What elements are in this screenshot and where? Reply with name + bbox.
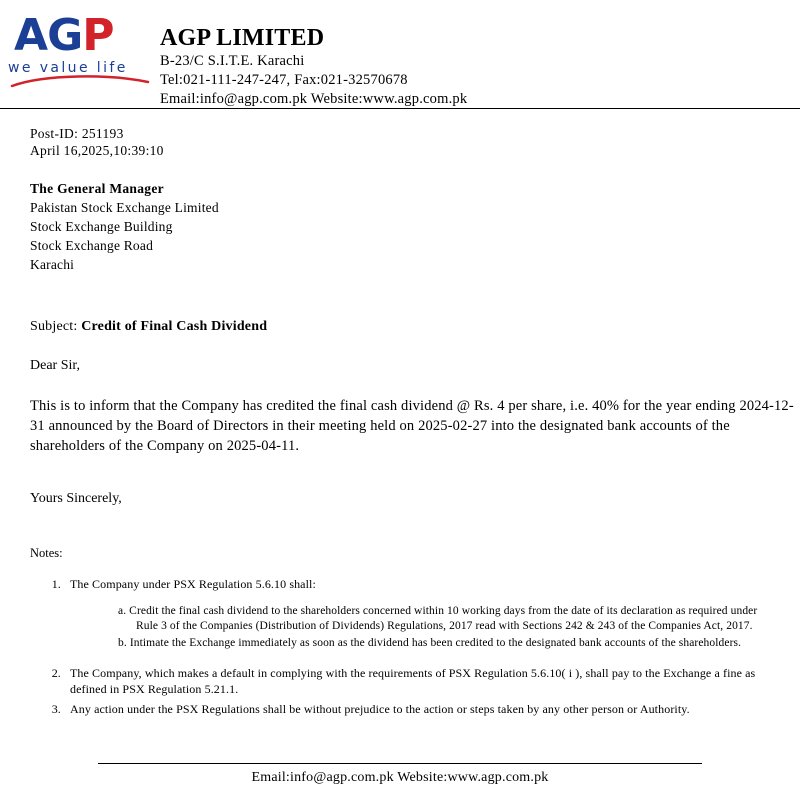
addressee-block — [30, 179, 770, 274]
logo-wordmark — [14, 10, 160, 61]
subject-line — [30, 318, 770, 335]
company-name: AGP LIMITED — [160, 25, 325, 51]
logo-swoosh-icon — [10, 72, 150, 92]
logo-letter-a: A — [14, 10, 48, 61]
company-contact: Email:info@agp.com.pk Website:www.agp.com.pk — [160, 91, 468, 107]
sub-text-b: Intimate the Exchange immediately as soon as the dividend has been credited to the designated bank accounts of the shareholders. — [129, 637, 742, 649]
company-address: B-23/C S.I.T.E. Karachi — [160, 53, 305, 69]
list-item — [64, 665, 770, 697]
notes-label: Notes: — [30, 546, 63, 560]
addressee-line-3: Stock Exchange Road — [30, 238, 154, 253]
notes-list — [30, 576, 770, 717]
document-footer — [0, 763, 800, 800]
logo-letter-g: G — [47, 10, 83, 61]
list-item — [118, 636, 770, 651]
list-item — [64, 701, 770, 717]
addressee-line-4: Karachi — [30, 257, 75, 272]
signoff: Yours Sincerely, — [30, 491, 122, 506]
list-item — [64, 576, 770, 651]
sub-text-a-continued: Rule 3 of the Companies (Distribution of Dividends) Regulations, 2017 read with Sections 242 & 243 of the Companies Act, 2017. — [136, 620, 753, 632]
post-id: Post-ID: 251193 — [30, 126, 124, 141]
sub-marker-a: a. — [118, 605, 127, 617]
salutation: Dear Sir, — [30, 358, 80, 373]
letter-body: This is to inform that the Company has credited the final cash dividend @ Rs. 4 per share, i.e. 40% for the year ending 2024-12-31 announced by the Board of Directors in their meeting held on 2025-02-27 into the designated bank accounts of the shareholders of the Company on 2025-04-11. — [30, 398, 794, 454]
document-body — [0, 109, 800, 717]
addressee-line-2: Stock Exchange Building — [30, 219, 173, 234]
logo-tagline: we value life — [8, 60, 128, 76]
company-details — [160, 14, 800, 109]
post-datetime: April 16,2025,10:39:10 — [30, 143, 164, 158]
note-text-2: The Company, which makes a default in complying with the requirements of PSX Regulation 5.6.10( i ), shall pay to the Exchange a fine as defined in PSX Regulation 5.21.1. — [70, 666, 756, 696]
company-logo — [0, 10, 160, 76]
company-phone-fax: Tel:021-111-247-247, Fax:021-32570678 — [160, 72, 408, 88]
sub-text-a: Credit the final cash dividend to the shareholders concerned within 10 working days from the date of its declaration as required under — [129, 605, 758, 617]
subject-value: Credit of Final Cash Dividend — [81, 319, 268, 334]
note-text-3: Any action under the PSX Regulations shall be without prejudice to the action or steps taken by any other person or Authority. — [70, 702, 690, 716]
addressee-line-1: Pakistan Stock Exchange Limited — [30, 200, 219, 215]
document-header — [0, 0, 800, 108]
subject-label: Subject: — [30, 319, 78, 334]
sub-marker-b: b. — [118, 637, 127, 649]
list-item — [118, 604, 770, 634]
logo-letter-p: P — [82, 10, 114, 61]
footer-contact: Email:info@agp.com.pk Website:www.agp.com.pk — [251, 770, 549, 785]
note-sublist-1 — [70, 604, 770, 651]
note-text-1: The Company under PSX Regulation 5.6.10 shall: — [70, 577, 316, 591]
addressee-title: The General Manager — [30, 181, 164, 196]
